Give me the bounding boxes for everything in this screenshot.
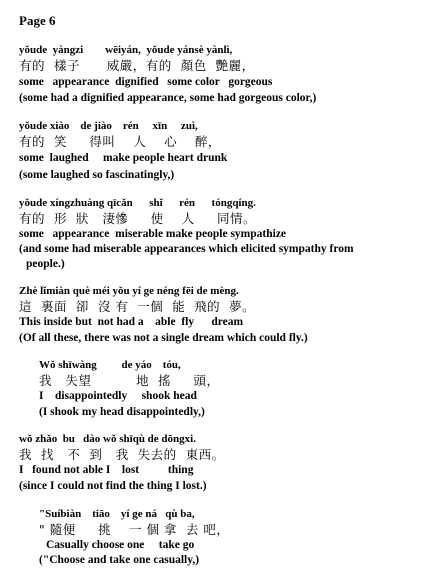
gloss-line: This inside but not had a able fly dream bbox=[19, 316, 244, 328]
translation-line: ("Choose and take one casually,) bbox=[39, 554, 200, 566]
pinyin-line: yǒude xiào de jiào rén xīn zuì, bbox=[19, 120, 198, 132]
translation-line: (and some had miserable appearances which elicited sympathy from bbox=[19, 243, 354, 255]
translation-line: (some laughed so fascinatingly,) bbox=[19, 169, 175, 181]
pinyin-line: Wǒ shīwàng de yáo tóu, bbox=[39, 359, 181, 371]
pinyin-line: yǒude yàngzi wēiyán, yǒude yánsè yànlì, bbox=[19, 44, 233, 56]
gloss-line: some appearance dignified some color gorgeous bbox=[19, 76, 273, 88]
pinyin-line: yǒude xíngzhuàng qīcǎn shǐ rén tóngqíng. bbox=[19, 197, 256, 209]
translation-line: (Of all these, there was not a single dream which could fly.) bbox=[19, 332, 308, 344]
gloss-line: I disappointedly shook head bbox=[39, 390, 197, 402]
chinese-line: 我 失望 地 搖 頭， bbox=[39, 373, 220, 388]
translation-line: (I shook my head disappointedly,) bbox=[39, 406, 205, 418]
gloss-line: Casually choose one take go bbox=[46, 539, 195, 551]
chinese-line: 有的 形 狀 淒慘 使 人 同情。 bbox=[19, 211, 256, 226]
gloss-line: some appearance miserable make people sympathize bbox=[19, 228, 287, 240]
chinese-line: 我 找 不 到 我 失去的 東西。 bbox=[19, 447, 225, 462]
chinese-line: 有的 樣子 威嚴，有的 顏色 艷麗， bbox=[19, 58, 255, 73]
chinese-line: 有的 笑 得叫 人 心 醉， bbox=[19, 134, 221, 149]
gloss-line: I found not able I lost thing bbox=[19, 464, 194, 476]
translation-line: (some had a dignified appearance, some had gorgeous color,) bbox=[19, 92, 317, 104]
gloss-line: some laughed make people heart drunk bbox=[19, 152, 228, 164]
chinese-line: 這 裏面 卻 沒 有 一個 能 飛的 夢。 bbox=[19, 299, 256, 314]
pinyin-line: wǒ zhǎo bu dào wǒ shīqù de dōngxi. bbox=[19, 433, 196, 445]
translation-line: (since I could not find the thing I lost.) bbox=[19, 480, 207, 492]
pinyin-line: Zhè lǐmiàn què méi yǒu yí ge néng fēi de mèng. bbox=[19, 285, 239, 297]
translation-line: people.) bbox=[26, 258, 65, 270]
chinese-line: " 隨便 挑 一 個 拿 去 吧， bbox=[39, 522, 230, 537]
pinyin-line: "Suíbiàn tiāo yí ge ná qù ba, bbox=[39, 508, 195, 520]
page-title: Page 6 bbox=[19, 13, 56, 28]
